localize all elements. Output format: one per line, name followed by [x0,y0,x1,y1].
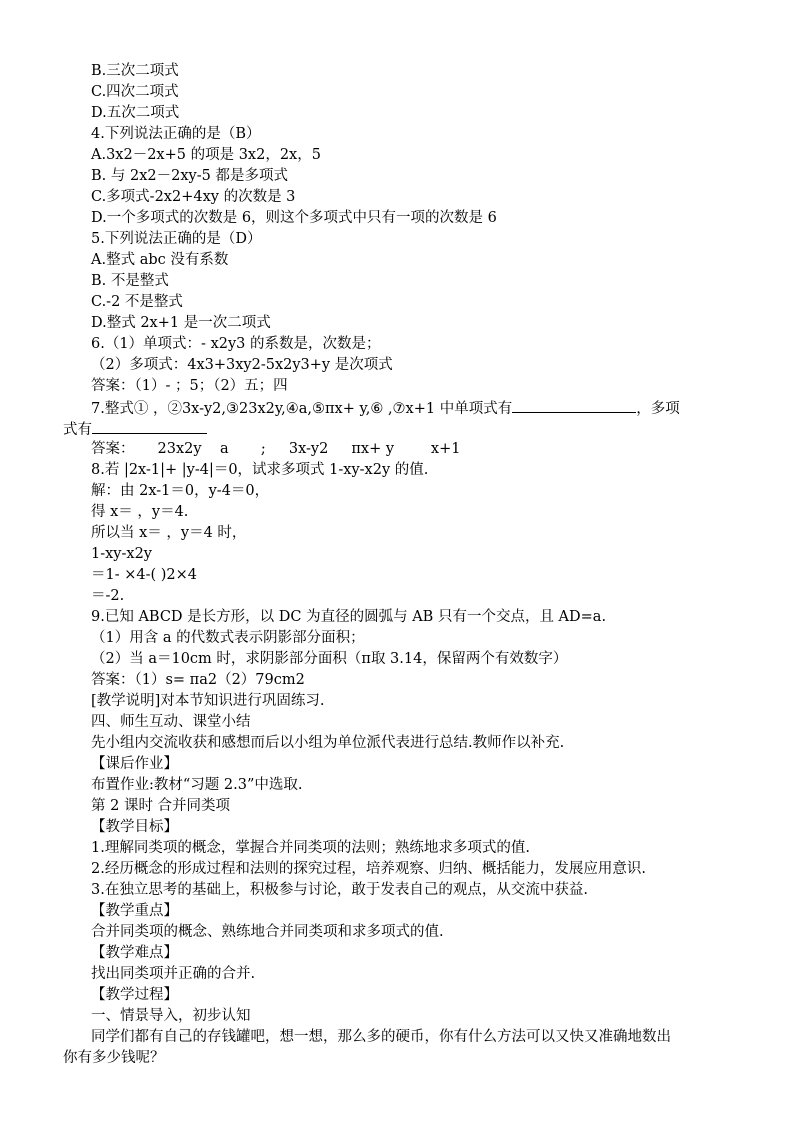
text-line: 2.经历概念的形成过程和法则的探究过程，培养观察、归纳、概括能力，发展应用意识. [91,861,646,877]
text-line: 【教学过程】 [91,987,178,1003]
text-line: 【教学重点】 [91,903,178,919]
text-line: （2）多项式：4x3+3xy2-5x2y3+y 是次项式 [91,357,393,373]
text-line: （2）当 a＝10cm 时，求阴影部分面积（π取 3.14，保留两个有效数字） [91,651,568,667]
text-line: 【教学目标】 [91,819,178,835]
text-line: ＝-2. [91,588,125,604]
text-line: 答案：（1）s= πa2（2）79cm2 [91,672,305,688]
text-line: 解：由 2x-1＝0，y-4＝0， [91,483,270,499]
text-line: B.三次二项式 [91,63,179,79]
text-line: 所以当 x＝ ，y＝4 时， [91,525,247,541]
text-line: 得 x＝ ，y＝4. [91,504,189,520]
text-line: 你有多少钱呢？ [63,1050,165,1066]
text-line: D.整式 2x+1 是一次二项式 [91,315,271,331]
text-line: D.五次二项式 [91,105,180,121]
text-line: 找出同类项并正确的合并. [91,966,256,982]
text-line: 答案： 23x2y a ; 3x-y2 πx+ y x+1 [91,441,461,457]
question-7-line [91,397,680,418]
question-7-cont-text: 式有 [63,422,92,438]
text-line: 第 2 课时 合并同类项 [91,798,231,814]
text-line: 合并同类项的概念、熟练地合并同类项和求多项式的值. [91,924,444,940]
text-line: ＝1- ×4-( )2×4 [91,567,198,583]
text-line: 【课后作业】 [91,756,178,772]
text-line: 1.理解同类项的概念，掌握合并同类项的法则；熟练地求多项式的值. [91,840,530,856]
text-line: （1）用含 a 的代数式表示阴影部分面积； [91,630,365,646]
text-line: 答案：（1）- ；5；（2）五；四 [91,378,288,394]
text-line: B. 与 2x2－2xy-5 都是多项式 [91,168,288,184]
text-line: 6.（1）单项式：- x2y3 的系数是，次数是； [91,336,381,352]
question-7-continuation [63,418,207,439]
text-line: 1-xy-x2y [91,546,152,562]
text-line: B. 不是整式 [91,273,169,289]
text-line: 【教学难点】 [91,945,178,961]
text-line: 9.已知 ABCD 是长方形，以 DC 为直径的圆弧与 AB 只有一个交点，且 AD=a. [91,609,607,625]
text-line: 四、师生互动、课堂小结 [91,714,251,730]
text-line: C.四次二项式 [91,84,179,100]
text-line: [教学说明]对本节知识进行巩固练习. [91,693,325,709]
text-line: 8.若 |2x-1|+ |y-4|＝0，试求多项式 1-xy-x2y 的值. [91,462,429,478]
text-line: A.3x2－2x+5 的项是 3x2，2x，5 [91,147,321,163]
text-line: A.整式 abc 没有系数 [91,252,229,268]
answer-blank [512,397,636,413]
text-line: 4.下列说法正确的是（B） [91,126,261,142]
text-line: 布置作业:教材“习题 2.3”中选取. [91,777,303,793]
text-line: 5.下列说法正确的是（D） [91,231,262,247]
question-7-text: 7.整式① ，②3x-y2,③23x2y,④a,⑤πx+ y,⑥ ,⑦x+1 中单项式有 [91,401,513,417]
text-line: 一、情景导入，初步认知 [91,1008,251,1024]
text-line: 3.在独立思考的基础上，积极参与讨论，敢于发表自己的观点，从交流中获益. [91,882,588,898]
question-7-tail: ，多项 [636,401,680,417]
text-line: C.多项式-2x2+4xy 的次数是 3 [91,189,296,205]
text-line: 同学们都有自己的存钱罐吧，想一想，那么多的硬币，你有什么方法可以又快又准确地数出 [91,1029,671,1045]
text-line: 先小组内交流收获和感想而后以小组为单位派代表进行总结.教师作以补充. [91,735,565,751]
answer-blank [92,418,207,434]
text-line: D.一个多项式的次数是 6，则这个多项式中只有一项的次数是 6 [91,210,497,226]
text-line: C.-2 不是整式 [91,294,183,310]
